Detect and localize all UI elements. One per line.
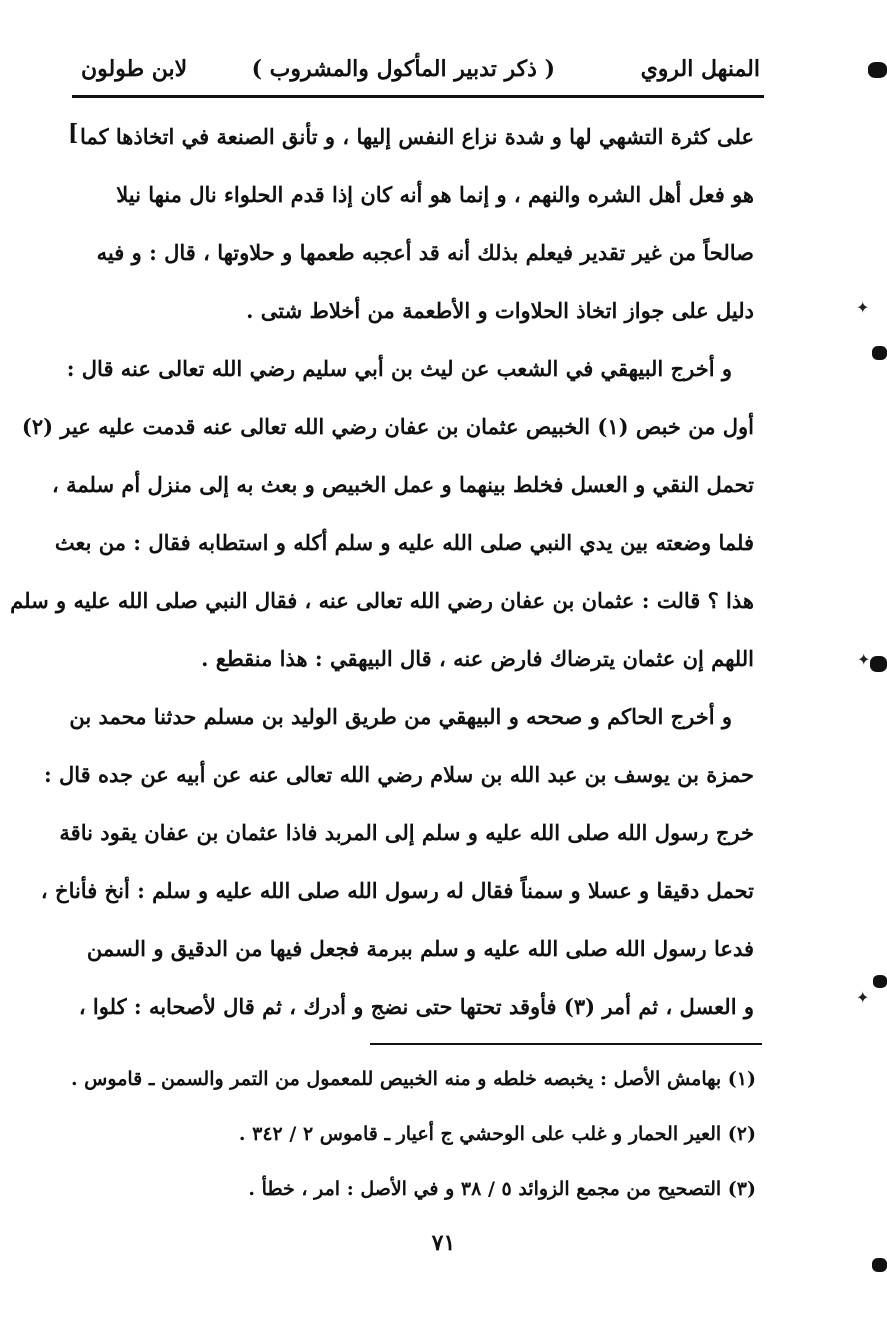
body-text bbox=[10, 108, 754, 1036]
scan-mark bbox=[872, 346, 887, 360]
header-rule bbox=[72, 95, 764, 98]
footnote-rule bbox=[370, 1043, 762, 1045]
margin-bracket-mark: [ bbox=[68, 120, 79, 146]
scan-speck: ✦ bbox=[856, 298, 870, 317]
text-line: خرج رسول الله صلى الله عليه و سلم إلى المربد فاذا عثمان بن عفان يقود ناقة bbox=[59, 820, 754, 845]
running-header bbox=[75, 48, 760, 92]
header-book-title: المنهل الروي bbox=[640, 56, 760, 82]
text-line: و العسل ، ثم أمر (٣) فأوقد تحتها حتى نضج و أدرك ، ثم قال لأصحابه : كلوا ، bbox=[78, 994, 754, 1019]
text-line: فدعا رسول الله صلى الله عليه و سلم ببرمة فجعل فيها من الدقيق و السمن bbox=[86, 936, 754, 961]
text-line: أول من خبص (١) الخبيص عثمان بن عفان رضي الله تعالى عنه قدمت عليه عير (٢) bbox=[21, 414, 754, 439]
scan-mark bbox=[868, 62, 887, 78]
text-line: اللهم إن عثمان يترضاك فارض عنه ، قال البيهقي : هذا منقطع . bbox=[201, 646, 754, 671]
scan-speck: ✦ bbox=[857, 650, 871, 669]
text-line: و أخرج الحاكم و صححه و البيهقي من طريق الوليد بن مسلم حدثنا محمد بن bbox=[69, 704, 732, 729]
text-line: هو فعل أهل الشره والنهم ، و إنما هو أنه كان إذا قدم الحلواء نال منها نيلا bbox=[116, 182, 754, 207]
text-line: تحمل النقي و العسل فخلط بينهما و عمل الخبيص و بعث به إلى منزل أم سلمة ، bbox=[52, 472, 754, 497]
scan-mark bbox=[873, 975, 887, 988]
text-line: تحمل دقيقا و عسلا و سمناً فقال له رسول الله صلى الله عليه و سلم : أنخ فأناخ ، bbox=[40, 878, 754, 903]
scan-mark bbox=[872, 1258, 887, 1272]
footnotes bbox=[70, 1052, 756, 1217]
text-line: حمزة بن يوسف بن عبد الله بن سلام رضي الله تعالى عنه عن أبيه عن جده قال : bbox=[43, 762, 754, 787]
header-section-title: ( ذكر تدبير المأكول والمشروب ) bbox=[251, 56, 555, 82]
text-line: دليل على جواز اتخاذ الحلاوات و الأطعمة من أخلاط شتى . bbox=[246, 298, 754, 323]
footnote: (١) بهامش الأصل : يخبصه خلطه و منه الخبيص للمعمول من التمر والسمن ـ قاموس . bbox=[70, 1068, 756, 1090]
scan-speck: ✦ bbox=[856, 988, 870, 1007]
text-line: صالحاً من غير تقدير فيعلم بذلك أنه قد أعجبه طعمها و حلاوتها ، قال : و فيه bbox=[96, 240, 754, 265]
scan-mark bbox=[870, 656, 887, 672]
text-line: فلما وضعته بين يدي النبي صلى الله عليه و سلم أكله و استطابه فقال : من بعث bbox=[54, 530, 754, 555]
text-line: هذا ؟ قالت : عثمان بن عفان رضي الله تعالى عنه ، فقال النبي صلى الله عليه و سلم bbox=[10, 588, 754, 613]
text-line: على كثرة التشهي لها و شدة نزاع النفس إليها ، و تأنق الصنعة في اتخاذها كما bbox=[80, 124, 754, 149]
header-author: لابن طولون bbox=[81, 56, 188, 82]
footnote: (٣) التصحيح من مجمع الزوائد ٥ / ٣٨ و في الأصل : امر ، خطأ . bbox=[248, 1178, 756, 1200]
page-number: ٧١ bbox=[431, 1230, 456, 1256]
text-line: و أخرج البيهقي في الشعب عن ليث بن أبي سليم رضي الله تعالى عنه قال : bbox=[66, 356, 732, 381]
footnote: (٢) العير الحمار و غلب على الوحشي ج أعيار ـ قاموس ٢ / ٣٤٢ . bbox=[238, 1123, 756, 1145]
